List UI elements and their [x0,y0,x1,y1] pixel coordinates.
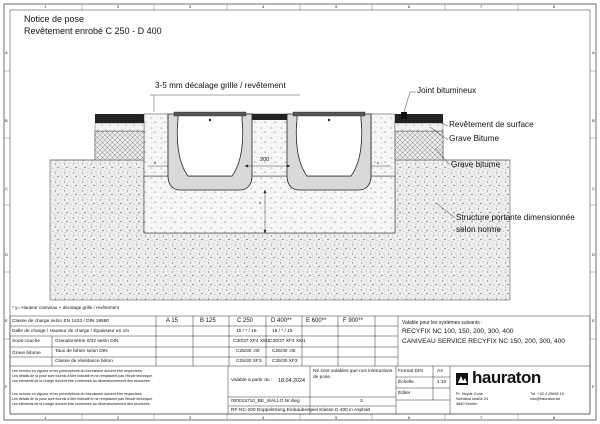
page-title: Notice de pose [24,14,85,24]
format-value: A4 [437,369,443,374]
row-sub-label-a: Sous-couche [12,339,40,344]
channel-left [168,112,252,190]
footnote: * y= Hauteur caniveau + décalage grille / revêtement [12,305,119,310]
label-grave-bitume-1: Grave Bitume [449,134,500,143]
haunch-right [371,114,395,176]
hauraton-logo-icon [456,373,468,385]
address-line-2: Seintstra straße 24 [456,397,489,401]
row-letter-b: B [5,118,8,123]
note-line: Les éléments de la charge doivent être conformes au dimensionnement des structures. [12,402,151,406]
row-sub-label-b: Grave bitume [12,351,41,356]
base-course-left [95,123,144,131]
row-class-label: Classe de charge selon EN 1433 / DIN 19580 [12,319,110,324]
col-number-5: 5 [335,4,338,9]
col-number-1-bottom: 1 [44,415,47,420]
col-number-4-bottom: 4 [262,415,265,420]
valid-title: Valable pour les systèmes suivants : [402,320,483,326]
col-number-5-bottom: 5 [335,415,338,420]
row-classe-d400: C25/30 XF3 [272,359,298,364]
drawing-index: 3 [360,399,363,404]
row-letter-c-right: C [592,186,595,191]
note-line: Les normes en vigueur et les prescriptions du fournisseur doivent être respectées. [12,369,143,373]
row-letter-d-right: D [592,252,595,257]
row-letter-f-right: F [592,384,595,389]
address-line-1: Pr. Heyde Coné [456,392,483,396]
page-subtitle: Revêtement enrobé C 250 - D 400 [24,26,162,36]
row-taux-label: Taux de béton selon DIN [55,349,108,354]
row-letter-b-right: B [592,118,595,123]
base-course-right [395,123,443,131]
channel-right [287,112,371,190]
row-letter-a: A [5,50,8,55]
label-revetement-surface: Revêtement de surface [449,120,534,129]
dim-h-label: h [259,200,262,205]
contact-phone: Tél. +32 4 29695 15 [530,392,564,396]
label-selon-norme: selon norme [456,225,502,234]
format-label: Format DIN [398,369,423,374]
drawing-description: RF-NC-200 Doppelstrang Einbaubeispiel Klasse D 400 in Asphalt [231,408,370,413]
row-letter-c: C [5,186,8,191]
col-number-4: 4 [262,4,265,9]
class-e600: E 600** [306,318,327,324]
valid-from-date: 18.04.2024 [278,378,305,384]
row-letter-d: D [5,252,8,257]
valid-line-2: CANIVEAU SERVICE RECYFIX NC 150, 200, 300, 400 [402,338,565,345]
col-number-6-bottom: 6 [408,415,411,420]
dim-x-left: x [154,160,156,165]
row-granulo-d400: C30/37 XF4 XM1 [269,339,306,344]
label-grave-bitume-2: Grave bitume [451,160,501,169]
brand-name: hauraton [472,368,541,387]
label-joint-bitumineux: Joint bitumineux [417,86,477,95]
col-number-2-bottom: 2 [117,415,120,420]
row-slab-c250: 15 / * / 15 [236,329,257,334]
label-structure-portante: Structure portante dimensionnée [456,213,575,222]
address-line-3: 4840 Keulen [456,402,478,406]
surface-left [95,114,144,123]
haunch-left [144,114,168,176]
note-line: Les normes en vigueur et les prescriptions du fournisseur doivent être respectées. [12,392,143,396]
note-line: Les détails de la pose sont fournis à titre indicatif et ne remplacent pas l'étude technique. [12,374,154,378]
col-number-7-bottom: 7 [480,415,483,420]
disclaimer: Ne sont valables que nos instructions de pose. [313,369,393,380]
row-letter-e: E [5,318,8,323]
col-number-7: 7 [480,4,483,9]
row-letter-f: F [5,384,8,389]
class-f900: F 900** [343,318,364,324]
valid-from-label: Valable à partir du : [231,378,273,383]
sheet-label: Éditer [398,391,411,396]
scale-label: Échelle [398,380,414,385]
contact-email: info@hauraton.be [530,397,561,401]
grave-bitume-right [395,131,443,160]
scale-value: 1:10 [437,380,447,385]
class-a15: A 15 [166,318,179,324]
note-line: Les détails de la pose sont fournis à titre indicatif et ne remplacent pas l'étude technique. [12,397,154,401]
note-line: Les éléments de la charge doivent être conformes au dimensionnement des structures. [12,379,151,383]
class-b125: B 125 [200,318,216,324]
class-d400: D 400** [271,318,292,324]
row-letter-e-right: E [592,318,595,323]
bitumen-joint [401,112,407,119]
offset-callout: 3-5 mm décalage grille / revêtement [155,81,286,90]
row-granulo-c250: C30/37 XF4 XM1 [233,339,270,344]
col-number-3: 3 [189,4,192,9]
class-c250: C 250 [237,318,254,324]
col-number-1: 1 [44,4,47,9]
row-classe-c250: C25/30 XF3 [236,359,262,364]
dim-x-right: x [377,160,379,165]
row-taux-c250: C25/30 .00 [236,349,260,354]
grave-bitume-left [95,131,144,160]
dim-200-label: 200 [260,157,270,163]
col-number-3-bottom: 3 [189,415,192,420]
row-slab-d400: 15 / * / 15 [272,329,293,334]
col-number-8-bottom: 8 [553,415,556,420]
row-taux-d400: C25/30 .00 [272,349,296,354]
surface-middle [247,114,289,120]
row-letter-a-right: A [592,50,595,55]
row-slab-label: Dalle de charge / Hauteur de charge / Épaisseur en cm [12,329,130,334]
col-number-6: 6 [408,4,411,9]
row-granulo-label: Granulométrie 0/32 selon DIN [55,339,119,344]
drawing-number: 000015710_BE_WALLO.Nr.dwg [231,399,300,404]
valid-line-1: RECYFIX NC 100, 150, 200, 300, 400 [402,328,514,335]
row-classe-label: Classe de résistance béton [55,359,113,364]
col-number-8: 8 [553,4,556,9]
col-number-2: 2 [117,4,120,9]
